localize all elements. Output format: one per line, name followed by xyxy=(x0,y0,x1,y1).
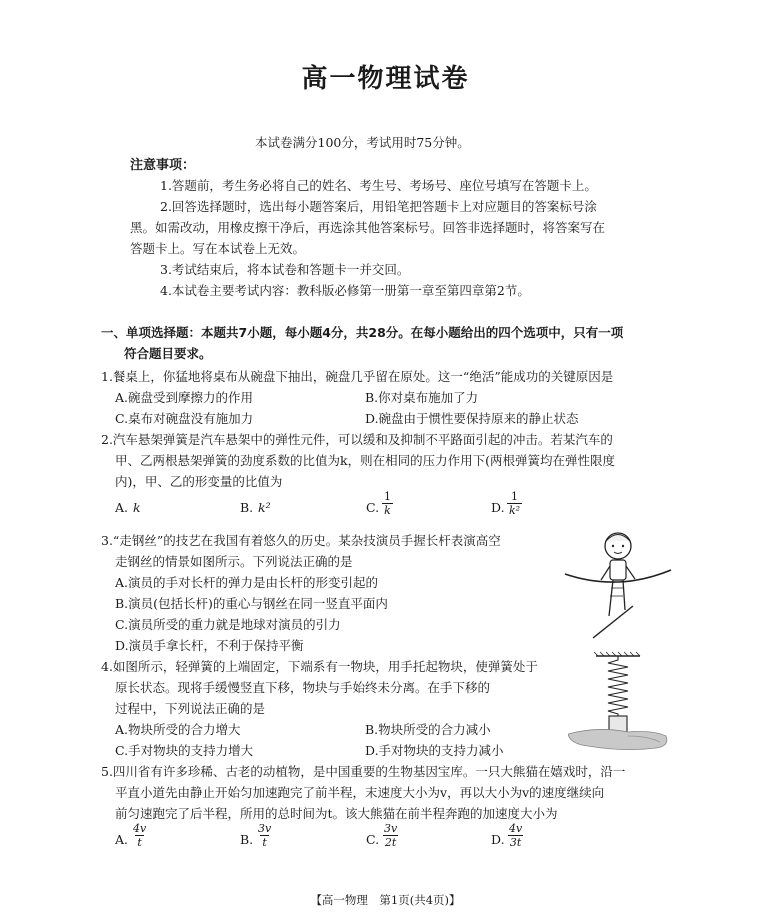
q3-stem-2: 走钢丝的情景如图所示。下列说法正确的是 xyxy=(115,554,353,569)
note-4: 4.本试卷主要考试内容：教科版必修第一册第一章至第四章第2节。 xyxy=(160,283,530,298)
q3-option-c: C.演员所受的重力就是地球对演员的引力 xyxy=(115,617,341,632)
q5-option-c-label: C. xyxy=(366,832,380,847)
note-2: 2.回答选择题时，选出每小题答案后，用铅笔把答题卡上对应题目的答案标号涂 xyxy=(160,199,597,214)
q1-option-c: C.桌布对碗盘没有施加力 xyxy=(115,411,254,426)
q5-option-d-label: D. xyxy=(491,832,505,847)
q1-option-b: B.你对桌布施加了力 xyxy=(365,390,479,405)
q3-stem-1: 3.“走钢丝”的技艺在我国有着悠久的历史。某杂技演员手握长杆表演高空 xyxy=(101,533,501,548)
q2-stem-3: 内)，甲、乙的形变量的比值为 xyxy=(115,474,283,489)
q2-option-a-label: A. xyxy=(115,500,129,515)
q5-option-a-denominator: t xyxy=(137,836,142,849)
q5-option-c-fraction xyxy=(382,822,399,849)
q4-option-a: A.物块所受的合力增大 xyxy=(115,722,241,737)
q5-option-d-numerator: 4v xyxy=(509,822,523,835)
q5-option-c-numerator: 3v xyxy=(384,822,398,835)
q1-option-a: A.碗盘受到摩擦力的作用 xyxy=(115,390,254,405)
q4-option-d: D.手对物块的支持力减小 xyxy=(365,743,504,758)
q5-option-c-denominator: 2t xyxy=(384,836,397,849)
q2-option-d-fraction xyxy=(507,490,522,517)
q2-option-b-value: k² xyxy=(258,500,271,515)
note-2-cont2: 答题卡上。写在本试卷上无效。 xyxy=(130,241,306,256)
q5-option-b-denominator: t xyxy=(262,836,267,849)
q5-option-a-numerator: 4v xyxy=(133,822,147,835)
q3-option-a: A.演员的手对长杆的弹力是由长杆的形变引起的 xyxy=(115,575,379,590)
q4-stem-1: 4.如图所示，轻弹簧的上端固定，下端系有一物块，用手托起物块，使弹簧处于 xyxy=(101,659,538,674)
q2-option-c-label: C. xyxy=(366,500,380,515)
q5-stem-1: 5.四川省有许多珍稀、古老的动植物，是中国重要的生物基因宝库。一只大熊猫在嬉戏时，沿一 xyxy=(101,764,626,779)
spring-block-hand-figure xyxy=(568,650,670,754)
note-3: 3.考试结束后，将本试卷和答题卡一并交回。 xyxy=(160,262,410,277)
note-1: 1.答题前，考生务必将自己的姓名、考生号、考场号、座位号填写在答题卡上。 xyxy=(160,178,597,193)
q3-option-d: D.演员手拿长杆，不利于保持平衡 xyxy=(115,638,304,653)
q2-option-b-label: B. xyxy=(240,500,254,515)
q2-option-a-value: k xyxy=(133,500,141,515)
q4-option-b: B.物块所受的合力减小 xyxy=(365,722,491,737)
q2-option-c-denominator: k xyxy=(384,504,391,517)
q5-option-d-fraction xyxy=(507,822,524,849)
q5-option-a-label: A. xyxy=(115,832,129,847)
q5-stem-2: 平直小道先由静止开始匀加速跑完了前半程，末速度大小为v，再以大小为v的速度继续向 xyxy=(115,785,605,800)
page-title: 高一物理试卷 xyxy=(301,64,470,94)
q5-option-a-fraction xyxy=(131,822,148,849)
section1-heading: 一、单项选择题：本题共7小题，每小题4分，共28分。在每小题给出的四个选项中，只有一项 xyxy=(101,325,624,340)
q5-option-d-denominator: 3t xyxy=(509,836,522,849)
q2-stem-2: 甲、乙两根悬架弹簧的劲度系数的比值为k，则在相同的压力作用下(两根弹簧均在弹性限度 xyxy=(115,453,615,468)
notes-heading: 注意事项： xyxy=(130,158,196,173)
q4-stem-3: 过程中，下列说法正确的是 xyxy=(115,701,266,716)
q4-option-c: C.手对物块的支持力增大 xyxy=(115,743,254,758)
q2-option-d-numerator: 1 xyxy=(511,490,519,503)
page-footer: 【高一物理 第1页(共4页)】 xyxy=(310,893,461,907)
q3-option-b: B.演员(包括长杆)的重心与钢丝在同一竖直平面内 xyxy=(115,596,388,611)
q1-stem: 1.餐桌上，你猛地将桌布从碗盘下抽出，碗盘几乎留在原处。这一“绝活”能成功的关键原因是 xyxy=(101,369,614,384)
q1-option-d: D.碗盘由于惯性要保持原来的静止状态 xyxy=(365,411,579,426)
exam-intro: 本试卷满分100分，考试用时75分钟。 xyxy=(255,135,470,150)
q5-stem-3: 前匀速跑完了后半程，所用的总时间为t。该大熊猫在前半程奔跑的加速度大小为 xyxy=(115,806,558,821)
q5-option-b-numerator: 3v xyxy=(258,822,272,835)
q2-stem-1: 2.汽车悬架弹簧是汽车悬架中的弹性元件，可以缓和及抑制不平路面引起的冲击。若某汽车的 xyxy=(101,432,613,447)
q2-option-d-denominator: k² xyxy=(509,504,521,517)
section1-heading-cont: 符合题目要求。 xyxy=(124,346,212,361)
q2-option-c-fraction xyxy=(382,490,393,517)
note-2-cont: 黑。如需改动，用橡皮擦干净后，再选涂其他答案标号。回答非选择题时，将答案写在 xyxy=(130,220,606,235)
q2-option-c-numerator: 1 xyxy=(384,490,391,503)
tightrope-walker-figure xyxy=(563,524,673,640)
q5-option-b-fraction xyxy=(256,822,273,849)
q5-option-b-label: B. xyxy=(240,832,254,847)
q4-stem-2: 原长状态。现将手缓慢竖直下移，物块与手始终未分离。在手下移的 xyxy=(115,680,491,695)
q2-option-d-label: D. xyxy=(491,500,505,515)
